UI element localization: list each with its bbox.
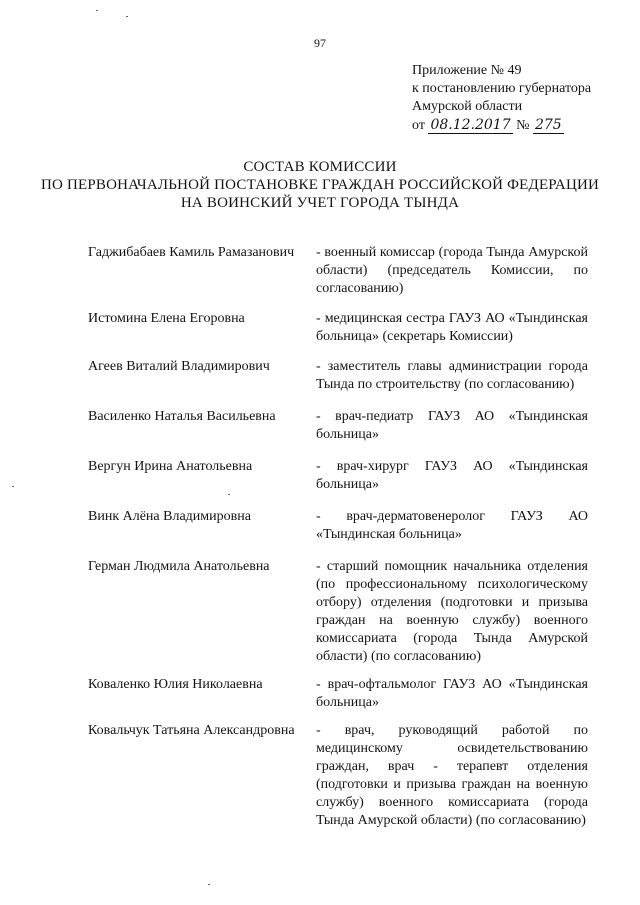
annex-number-prefix: № [516, 118, 530, 133]
member-name: Вергун Ирина Анатольевна [88, 459, 253, 474]
annex-title: Приложение № 49 [412, 63, 522, 78]
member-name: Винк Алёна Владимировна [88, 509, 251, 524]
member-role: - врач, руководящий работой по медицинскому освидетельствованию граждан, врач - терапевт отделения (подготовки и призыва граждан на военную службу) военного комиссариата (города Тында Амурской области) (по согласованию) [316, 723, 588, 828]
member-role: - старший помощник начальника отделения (по профессиональному психологическому отбору) отделения (подготовки и призыва граждан на военную службу) военного комиссариата (города Тында Амурской области) (по согласованию) [316, 559, 588, 664]
member-name: Герман Людмила Анатольевна [88, 559, 270, 574]
scan-speck [126, 16, 128, 17]
member-name: Истомина Елена Егоровна [88, 311, 245, 326]
scan-speck [228, 494, 230, 495]
annex-region: Амурской области [412, 99, 523, 114]
annex-date-value: 08.12.2017 [430, 117, 511, 133]
member-name: Василенко Наталья Васильевна [88, 409, 276, 424]
member-name: Агеев Виталий Владимирович [88, 359, 270, 374]
member-role: - врач-дерматовенеролог ГАУЗ АО «Тындинская больница» [316, 509, 588, 542]
member-name: Гаджибабаев Камиль Рамазанович [88, 245, 295, 260]
title-line-3: НА ВОИНСКИЙ УЧЕТ ГОРОДА ТЫНДА [180, 195, 460, 211]
member-role: - заместитель главы администрации города Тында по строительству (по согласованию) [316, 359, 588, 392]
document-title [0, 158, 640, 212]
member-role: - врач-педиатр ГАУЗ АО «Тындинская больница» [316, 409, 588, 442]
member-role: - врач-офтальмолог ГАУЗ АО «Тындинская больница» [316, 677, 588, 710]
member-role: - медицинская сестра ГАУЗ АО «Тындинская больница» (секретарь Комиссии) [316, 311, 588, 344]
member-role: - врач-хирург ГАУЗ АО «Тындинская больница» [316, 459, 588, 492]
page-number: 97 [314, 36, 326, 50]
title-line-2: ПО ПЕРВОНАЧАЛЬНОЙ ПОСТАНОВКЕ ГРАЖДАН РОССИЙСКОЙ ФЕДЕРАЦИИ [40, 177, 600, 193]
title-line-1: СОСТАВ КОМИССИИ [243, 159, 397, 175]
annex-date-prefix: от [412, 118, 425, 133]
member-name: Ковальчук Татьяна Александровна [88, 723, 295, 738]
member-name: Коваленко Юлия Николаевна [88, 677, 263, 692]
member-role: - военный комиссар (города Тында Амурской области) (председатель Комиссии, по согласованию) [316, 245, 588, 296]
annex-number-value: 275 [534, 117, 562, 133]
scan-speck [96, 10, 98, 11]
scan-speck [208, 884, 210, 885]
scan-speck [12, 486, 14, 487]
annex-decree: к постановлению губернатора [412, 81, 592, 96]
annex-date-line [412, 116, 612, 135]
annex-block [412, 62, 612, 135]
